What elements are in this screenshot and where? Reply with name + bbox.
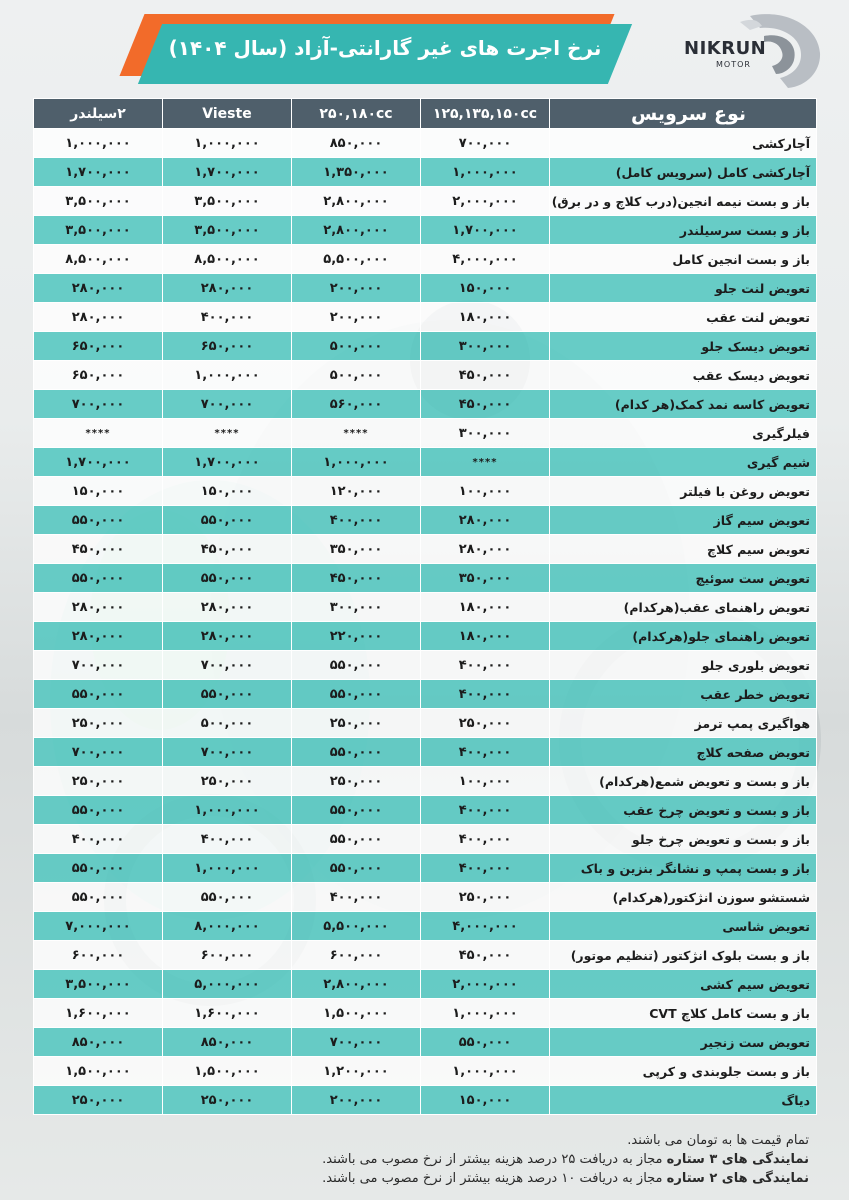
price-cell-p4: ۳,۵۰۰,۰۰۰	[34, 216, 163, 245]
table-row	[34, 216, 817, 245]
price-cell-p2: ۴۵۰,۰۰۰	[292, 564, 421, 593]
table-row	[34, 883, 817, 912]
notes	[49, 1133, 809, 1190]
service-name-cell: دیاگ	[550, 1086, 817, 1115]
price-cell-p1: ۳۰۰,۰۰۰	[421, 419, 550, 448]
service-name-cell: باز و بست کامل کلاچ CVT	[550, 999, 817, 1028]
price-cell-p4: ۵۵۰,۰۰۰	[34, 506, 163, 535]
price-cell-p3: ۳,۵۰۰,۰۰۰	[163, 216, 292, 245]
price-cell-p1: ۴۰۰,۰۰۰	[421, 738, 550, 767]
table-row	[34, 622, 817, 651]
price-cell-p4: ۳,۵۰۰,۰۰۰	[34, 970, 163, 999]
service-name-cell: باز و بست نیمه انجین(درب کلاچ و در برق)	[550, 187, 817, 216]
price-cell-p1: ۴۰۰,۰۰۰	[421, 825, 550, 854]
price-cell-p2: ۳۵۰,۰۰۰	[292, 535, 421, 564]
note-3-star-text: مجاز به دریافت ۲۵ درصد هزینه بیشتر از نرخ مصوب می باشند.	[322, 1152, 667, 1167]
table-row	[34, 390, 817, 419]
price-cell-p4: ۲۸۰,۰۰۰	[34, 593, 163, 622]
price-cell-p1: ۱,۰۰۰,۰۰۰	[421, 1057, 550, 1086]
price-cell-p3: ۲۸۰,۰۰۰	[163, 622, 292, 651]
column-header-vieste: Vieste	[163, 99, 292, 129]
price-cell-p2: ۴۰۰,۰۰۰	[292, 506, 421, 535]
price-cell-p4: ۲۸۰,۰۰۰	[34, 274, 163, 303]
table-row	[34, 448, 817, 477]
table-row	[34, 419, 817, 448]
price-cell-p3: ****	[163, 419, 292, 448]
price-cell-p4: ۶۵۰,۰۰۰	[34, 332, 163, 361]
price-cell-p2: ۱,۲۰۰,۰۰۰	[292, 1057, 421, 1086]
price-cell-p2: ۵,۵۰۰,۰۰۰	[292, 912, 421, 941]
price-cell-p1: ۲,۰۰۰,۰۰۰	[421, 187, 550, 216]
price-cell-p2: ۷۰۰,۰۰۰	[292, 1028, 421, 1057]
price-cell-p4: ۷۰۰,۰۰۰	[34, 651, 163, 680]
note-3-star-prefix: نمایندگی های ۳ ستاره	[666, 1152, 809, 1167]
price-cell-p3: ۲۸۰,۰۰۰	[163, 593, 292, 622]
price-cell-p3: ۵۵۰,۰۰۰	[163, 564, 292, 593]
table-body	[34, 129, 817, 1115]
price-cell-p3: ۷۰۰,۰۰۰	[163, 738, 292, 767]
price-cell-p1: ۱۸۰,۰۰۰	[421, 303, 550, 332]
table-row	[34, 535, 817, 564]
price-cell-p3: ۵۰۰,۰۰۰	[163, 709, 292, 738]
price-cell-p2: ۲۰۰,۰۰۰	[292, 303, 421, 332]
table-row	[34, 767, 817, 796]
service-name-cell: شیم گیری	[550, 448, 817, 477]
table-row	[34, 999, 817, 1028]
price-table	[33, 98, 817, 1115]
logo-subtitle: MOTOR	[716, 60, 751, 69]
table-row	[34, 825, 817, 854]
column-header-250-180cc: ۲۵۰,۱۸۰cc	[292, 99, 421, 129]
price-cell-p1: ۱,۰۰۰,۰۰۰	[421, 158, 550, 187]
table-row	[34, 709, 817, 738]
price-cell-p2: ۵۵۰,۰۰۰	[292, 680, 421, 709]
table-row	[34, 1028, 817, 1057]
table-row	[34, 941, 817, 970]
price-cell-p4: ۱,۷۰۰,۰۰۰	[34, 448, 163, 477]
price-cell-p3: ۸,۵۰۰,۰۰۰	[163, 245, 292, 274]
price-cell-p3: ۸,۰۰۰,۰۰۰	[163, 912, 292, 941]
price-cell-p3: ۲۸۰,۰۰۰	[163, 274, 292, 303]
price-cell-p1: ۵۵۰,۰۰۰	[421, 1028, 550, 1057]
price-cell-p2: ۸۵۰,۰۰۰	[292, 129, 421, 158]
price-cell-p4: ****	[34, 419, 163, 448]
table-row	[34, 129, 817, 158]
service-name-cell: تعویض بلوری جلو	[550, 651, 817, 680]
price-cell-p4: ۸,۵۰۰,۰۰۰	[34, 245, 163, 274]
price-cell-p3: ۴۰۰,۰۰۰	[163, 825, 292, 854]
table-row	[34, 970, 817, 999]
service-name-cell: تعویض لنت جلو	[550, 274, 817, 303]
price-cell-p1: ۴,۰۰۰,۰۰۰	[421, 912, 550, 941]
price-cell-p2: ۵۶۰,۰۰۰	[292, 390, 421, 419]
price-cell-p4: ۷,۰۰۰,۰۰۰	[34, 912, 163, 941]
price-cell-p3: ۵۵۰,۰۰۰	[163, 883, 292, 912]
price-cell-p3: ۵,۰۰۰,۰۰۰	[163, 970, 292, 999]
nikrun-logo	[680, 8, 840, 93]
price-cell-p1: ****	[421, 448, 550, 477]
service-name-cell: تعویض ست زنجیر	[550, 1028, 817, 1057]
price-cell-p2: ****	[292, 419, 421, 448]
price-cell-p1: ۳۰۰,۰۰۰	[421, 332, 550, 361]
price-cell-p4: ۲۸۰,۰۰۰	[34, 303, 163, 332]
table-row	[34, 1086, 817, 1115]
column-header-service: نوع سرویس	[550, 99, 817, 129]
service-name-cell: باز و بست پمپ و نشانگر بنزین و باک	[550, 854, 817, 883]
price-cell-p2: ۶۰۰,۰۰۰	[292, 941, 421, 970]
price-cell-p4: ۵۵۰,۰۰۰	[34, 796, 163, 825]
price-cell-p4: ۶۵۰,۰۰۰	[34, 361, 163, 390]
price-cell-p3: ۱۵۰,۰۰۰	[163, 477, 292, 506]
price-cell-p1: ۴۰۰,۰۰۰	[421, 680, 550, 709]
table-row	[34, 854, 817, 883]
service-name-cell: فیلرگیری	[550, 419, 817, 448]
table-row	[34, 680, 817, 709]
price-cell-p2: ۲۰۰,۰۰۰	[292, 274, 421, 303]
price-cell-p4: ۱۵۰,۰۰۰	[34, 477, 163, 506]
column-header-125-150cc: ۱۲۵,۱۳۵,۱۵۰cc	[421, 99, 550, 129]
service-name-cell: باز و بست و تعویض چرخ عقب	[550, 796, 817, 825]
price-cell-p3: ۶۰۰,۰۰۰	[163, 941, 292, 970]
price-cell-p4: ۵۵۰,۰۰۰	[34, 883, 163, 912]
price-cell-p4: ۲۸۰,۰۰۰	[34, 622, 163, 651]
note-2-star-prefix: نمایندگی های ۲ ستاره	[666, 1171, 809, 1186]
price-cell-p2: ۱,۰۰۰,۰۰۰	[292, 448, 421, 477]
service-name-cell: تعویض دیسک جلو	[550, 332, 817, 361]
price-cell-p3: ۱,۰۰۰,۰۰۰	[163, 796, 292, 825]
price-cell-p2: ۵۵۰,۰۰۰	[292, 825, 421, 854]
service-name-cell: آچارکشی کامل (سرویس کامل)	[550, 158, 817, 187]
price-cell-p4: ۵۵۰,۰۰۰	[34, 854, 163, 883]
price-cell-p1: ۱۵۰,۰۰۰	[421, 1086, 550, 1115]
price-cell-p2: ۲,۸۰۰,۰۰۰	[292, 216, 421, 245]
price-cell-p1: ۱۰۰,۰۰۰	[421, 477, 550, 506]
table-row	[34, 564, 817, 593]
price-cell-p4: ۵۵۰,۰۰۰	[34, 680, 163, 709]
service-name-cell: باز و بست بلوک انژکتور (تنظیم موتور)	[550, 941, 817, 970]
note-currency: تمام قیمت ها به تومان می باشند.	[627, 1133, 809, 1148]
table-row	[34, 303, 817, 332]
price-cell-p2: ۲,۸۰۰,۰۰۰	[292, 187, 421, 216]
price-cell-p1: ۱,۰۰۰,۰۰۰	[421, 999, 550, 1028]
price-cell-p4: ۶۰۰,۰۰۰	[34, 941, 163, 970]
price-cell-p4: ۷۰۰,۰۰۰	[34, 738, 163, 767]
price-cell-p3: ۶۵۰,۰۰۰	[163, 332, 292, 361]
price-cell-p3: ۱,۶۰۰,۰۰۰	[163, 999, 292, 1028]
table-row	[34, 1057, 817, 1086]
price-cell-p2: ۱,۳۵۰,۰۰۰	[292, 158, 421, 187]
price-cell-p2: ۲۵۰,۰۰۰	[292, 709, 421, 738]
price-cell-p1: ۱,۷۰۰,۰۰۰	[421, 216, 550, 245]
table-row	[34, 274, 817, 303]
price-cell-p4: ۳,۵۰۰,۰۰۰	[34, 187, 163, 216]
service-name-cell: تعویض روغن با فیلتر	[550, 477, 817, 506]
table-row	[34, 506, 817, 535]
price-cell-p4: ۸۵۰,۰۰۰	[34, 1028, 163, 1057]
price-cell-p3: ۸۵۰,۰۰۰	[163, 1028, 292, 1057]
price-cell-p1: ۴۵۰,۰۰۰	[421, 390, 550, 419]
table-row	[34, 912, 817, 941]
service-name-cell: باز و بست و تعویض چرخ جلو	[550, 825, 817, 854]
table-row	[34, 477, 817, 506]
price-cell-p4: ۲۵۰,۰۰۰	[34, 1086, 163, 1115]
price-cell-p2: ۲,۸۰۰,۰۰۰	[292, 970, 421, 999]
service-name-cell: تعویض سیم کشی	[550, 970, 817, 999]
price-cell-p2: ۵۰۰,۰۰۰	[292, 332, 421, 361]
price-cell-p4: ۲۵۰,۰۰۰	[34, 767, 163, 796]
price-cell-p3: ۱,۰۰۰,۰۰۰	[163, 854, 292, 883]
service-name-cell: تعویض راهنمای جلو(هرکدام)	[550, 622, 817, 651]
service-name-cell: آچارکشی	[550, 129, 817, 158]
price-cell-p3: ۵۵۰,۰۰۰	[163, 506, 292, 535]
table-row	[34, 245, 817, 274]
service-name-cell: تعویض شاسی	[550, 912, 817, 941]
table-row	[34, 738, 817, 767]
price-cell-p2: ۵۵۰,۰۰۰	[292, 738, 421, 767]
service-name-cell: تعویض دیسک عقب	[550, 361, 817, 390]
service-name-cell: تعویض سیم گاز	[550, 506, 817, 535]
table-row	[34, 361, 817, 390]
price-cell-p2: ۲۵۰,۰۰۰	[292, 767, 421, 796]
title-banner	[120, 14, 630, 92]
price-cell-p4: ۱,۷۰۰,۰۰۰	[34, 158, 163, 187]
price-cell-p2: ۵۵۰,۰۰۰	[292, 854, 421, 883]
price-cell-p2: ۵۰۰,۰۰۰	[292, 361, 421, 390]
price-cell-p1: ۲۵۰,۰۰۰	[421, 709, 550, 738]
price-cell-p3: ۱,۷۰۰,۰۰۰	[163, 158, 292, 187]
price-cell-p1: ۱۸۰,۰۰۰	[421, 593, 550, 622]
price-cell-p4: ۱,۰۰۰,۰۰۰	[34, 129, 163, 158]
price-cell-p4: ۲۵۰,۰۰۰	[34, 709, 163, 738]
price-cell-p1: ۳۵۰,۰۰۰	[421, 564, 550, 593]
price-cell-p2: ۲۲۰,۰۰۰	[292, 622, 421, 651]
table-row	[34, 651, 817, 680]
note-2-star	[49, 1171, 809, 1186]
price-cell-p4: ۷۰۰,۰۰۰	[34, 390, 163, 419]
price-cell-p4: ۱,۶۰۰,۰۰۰	[34, 999, 163, 1028]
price-cell-p1: ۴۰۰,۰۰۰	[421, 796, 550, 825]
service-name-cell: تعویض لنت عقب	[550, 303, 817, 332]
price-cell-p3: ۲۵۰,۰۰۰	[163, 1086, 292, 1115]
service-name-cell: تعویض ست سوئیچ	[550, 564, 817, 593]
price-cell-p4: ۴۰۰,۰۰۰	[34, 825, 163, 854]
price-cell-p2: ۳۰۰,۰۰۰	[292, 593, 421, 622]
service-name-cell: هواگیری پمپ ترمز	[550, 709, 817, 738]
price-cell-p3: ۳,۵۰۰,۰۰۰	[163, 187, 292, 216]
table-row	[34, 593, 817, 622]
price-cell-p4: ۴۵۰,۰۰۰	[34, 535, 163, 564]
service-name-cell: تعویض کاسه نمد کمک(هر کدام)	[550, 390, 817, 419]
service-name-cell: باز و بست و تعویض شمع(هرکدام)	[550, 767, 817, 796]
price-cell-p2: ۴۰۰,۰۰۰	[292, 883, 421, 912]
price-cell-p4: ۱,۵۰۰,۰۰۰	[34, 1057, 163, 1086]
price-cell-p3: ۱,۰۰۰,۰۰۰	[163, 129, 292, 158]
price-cell-p1: ۲,۰۰۰,۰۰۰	[421, 970, 550, 999]
price-cell-p2: ۱,۵۰۰,۰۰۰	[292, 999, 421, 1028]
price-cell-p3: ۲۵۰,۰۰۰	[163, 767, 292, 796]
service-name-cell: تعویض خطر عقب	[550, 680, 817, 709]
table-row	[34, 332, 817, 361]
service-name-cell: شستشو سوزن انژکتور(هرکدام)	[550, 883, 817, 912]
column-header-2-cylinder: ۲سیلندر	[34, 99, 163, 129]
service-name-cell: تعویض راهنمای عقب(هرکدام)	[550, 593, 817, 622]
service-name-cell: تعویض صفحه کلاچ	[550, 738, 817, 767]
service-name-cell: باز و بست سرسیلندر	[550, 216, 817, 245]
price-cell-p3: ۴۵۰,۰۰۰	[163, 535, 292, 564]
price-cell-p2: ۵۵۰,۰۰۰	[292, 651, 421, 680]
price-cell-p2: ۱۲۰,۰۰۰	[292, 477, 421, 506]
price-cell-p4: ۵۵۰,۰۰۰	[34, 564, 163, 593]
price-cell-p1: ۴۰۰,۰۰۰	[421, 651, 550, 680]
price-cell-p1: ۱۸۰,۰۰۰	[421, 622, 550, 651]
logo-name: NIKRUN	[684, 38, 767, 59]
service-name-cell: باز و بست جلوبندی و کرپی	[550, 1057, 817, 1086]
service-name-cell: باز و بست انجین کامل	[550, 245, 817, 274]
price-cell-p1: ۲۸۰,۰۰۰	[421, 506, 550, 535]
price-cell-p3: ۵۵۰,۰۰۰	[163, 680, 292, 709]
price-cell-p3: ۱,۰۰۰,۰۰۰	[163, 361, 292, 390]
price-cell-p1: ۴۵۰,۰۰۰	[421, 941, 550, 970]
table-row	[34, 796, 817, 825]
table-header-row	[34, 99, 817, 129]
note-3-star	[49, 1152, 809, 1167]
price-cell-p1: ۴,۰۰۰,۰۰۰	[421, 245, 550, 274]
note-2-star-text: مجاز به دریافت ۱۰ درصد هزینه بیشتر از نرخ مصوب می باشند.	[322, 1171, 667, 1186]
price-cell-p2: ۲۰۰,۰۰۰	[292, 1086, 421, 1115]
price-cell-p1: ۷۰۰,۰۰۰	[421, 129, 550, 158]
price-cell-p2: ۵,۵۰۰,۰۰۰	[292, 245, 421, 274]
table-row	[34, 158, 817, 187]
price-cell-p1: ۱۵۰,۰۰۰	[421, 274, 550, 303]
price-cell-p2: ۵۵۰,۰۰۰	[292, 796, 421, 825]
price-cell-p1: ۲۵۰,۰۰۰	[421, 883, 550, 912]
price-cell-p3: ۴۰۰,۰۰۰	[163, 303, 292, 332]
price-cell-p1: ۴۵۰,۰۰۰	[421, 361, 550, 390]
price-cell-p1: ۱۰۰,۰۰۰	[421, 767, 550, 796]
table-row	[34, 187, 817, 216]
service-name-cell: تعویض سیم کلاچ	[550, 535, 817, 564]
price-cell-p1: ۲۸۰,۰۰۰	[421, 535, 550, 564]
price-cell-p3: ۷۰۰,۰۰۰	[163, 651, 292, 680]
price-cell-p1: ۴۰۰,۰۰۰	[421, 854, 550, 883]
price-cell-p3: ۷۰۰,۰۰۰	[163, 390, 292, 419]
price-cell-p3: ۱,۵۰۰,۰۰۰	[163, 1057, 292, 1086]
page-title: نرخ اجرت های غیر گارانتی-آزاد (سال ۱۴۰۴)	[168, 36, 602, 60]
price-cell-p3: ۱,۷۰۰,۰۰۰	[163, 448, 292, 477]
